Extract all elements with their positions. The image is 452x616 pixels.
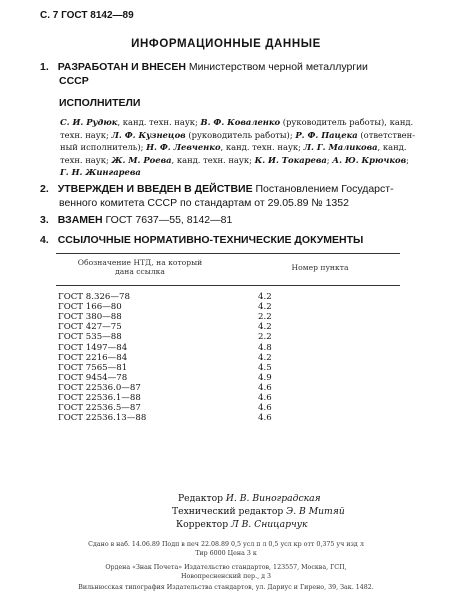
table-cell-ref: ГОСТ 22536.5—87 <box>58 403 141 414</box>
table-top-rule <box>56 253 400 254</box>
section-2-line2: венного комитета СССР по стандартам от 29.05.89 № 1352 <box>59 197 349 209</box>
table-cell-ref: ГОСТ 1497—84 <box>58 342 128 353</box>
table-cell-item: 4.6 <box>258 393 272 403</box>
page-header: С. 7 ГОСТ 8142—89 <box>40 10 134 21</box>
table-header-ref <box>60 258 220 276</box>
section-4-lead: ССЫЛОЧНЫЕ НОРМАТИВНО-ТЕХНИЧЕСКИЕ ДОКУМЕНТЫ <box>57 234 364 246</box>
credit-editor-name: И. В. Виноградская <box>225 493 321 504</box>
section-2-number: 2. <box>40 183 49 195</box>
table-cell-ref: ГОСТ 535—88 <box>58 332 122 343</box>
section-3-number: 3. <box>40 214 49 226</box>
performer-text: техн. наук; <box>60 129 112 140</box>
table-cell-ref: ГОСТ 380—88 <box>58 312 122 323</box>
performer-text: ; <box>406 154 409 165</box>
performer-name: Н. Ф. Левченко <box>146 142 221 153</box>
table-cell-item: 4.2 <box>258 352 272 363</box>
table-header-ref-line2: дана ссылка <box>115 267 165 276</box>
table-cell-ref: ГОСТ 7565—81 <box>58 362 128 373</box>
table-cell-item: 2.2 <box>258 332 272 343</box>
performer-name: К. И. Токарева <box>254 154 327 165</box>
credit-editor <box>178 492 321 505</box>
performer-text: ный исполнитель); <box>60 142 147 153</box>
section-3-lead: ВЗАМЕН <box>57 214 103 226</box>
performers-heading-text: ИСПОЛНИТЕЛИ <box>59 97 141 109</box>
section-1-number: 1. <box>40 61 49 73</box>
credit-corrector <box>176 518 307 531</box>
table-cell-item: 4.9 <box>258 372 272 383</box>
imprint-line-4: Новопресненский пер., д 3 <box>181 573 271 580</box>
performers-heading <box>59 96 444 110</box>
table-cell-item: 4.2 <box>258 322 272 333</box>
credit-tech-name: Э. В Митяй <box>286 506 345 517</box>
section-4 <box>40 233 425 247</box>
document-title: ИНФОРМАЦИОННЫЕ ДАННЫЕ <box>131 38 321 50</box>
section-1 <box>40 60 425 88</box>
performer-text: , канд. техн. наук; <box>220 142 304 153</box>
performer-text: , канд. техн. наук; <box>171 154 255 165</box>
performer-name: С. И. Рудюк <box>60 117 118 127</box>
table-cell-item: 4.6 <box>258 382 272 393</box>
performer-name: Р. Ф. Пацека <box>295 129 358 140</box>
table-header-item: Номер пункта <box>291 263 349 272</box>
table-cell-ref: ГОСТ 22536.0—87 <box>58 382 141 393</box>
table-cell-item: 4.6 <box>258 403 272 414</box>
performers-list <box>60 116 430 179</box>
performer-text: (руководитель работы); <box>185 129 296 140</box>
section-3 <box>40 213 425 227</box>
table-cell-ref: ГОСТ 2216—84 <box>58 352 128 363</box>
table-cell-item: 2.2 <box>258 312 272 323</box>
imprint-line-2: Тир 6000 Цена 3 к <box>195 550 257 557</box>
section-4-number: 4. <box>40 234 49 246</box>
section-2-text: Постановлением Государст- <box>252 183 394 195</box>
performer-text: , канд. <box>377 142 407 153</box>
performer-text: , канд. техн. наук; <box>117 117 201 127</box>
section-2-lead: УТВЕРЖДЕН И ВВЕДЕН В ДЕЙСТВИЕ <box>57 183 253 195</box>
table-header-ref-line1: Обозначение НТД, на который <box>77 258 203 267</box>
imprint-line-5: Вильнюсская типография Издательства стандартов, ул. Дариус и Гирено, 39, Зак. 1482. <box>78 584 374 591</box>
table-cell-item: 4.2 <box>258 292 272 302</box>
credit-tech-editor <box>172 505 345 518</box>
table-cell-ref: ГОСТ 22536.1—88 <box>58 393 141 403</box>
table-cell-ref: ГОСТ 9454—78 <box>58 372 128 383</box>
section-1-text: Министерством черной металлургии <box>185 61 368 73</box>
credit-corr-name: Л В. Сницарчук <box>231 519 308 530</box>
table-cell-item: 4.8 <box>258 342 272 353</box>
credit-corr-label: Корректор <box>176 519 231 530</box>
performer-text: техн. наук; <box>60 154 112 165</box>
credit-editor-label: Редактор <box>178 493 226 504</box>
performer-name: Л. Ф. Кузнецов <box>111 129 186 140</box>
table-cell-ref: ГОСТ 22536.13—88 <box>58 413 147 424</box>
section-1-lead: РАЗРАБОТАН И ВНЕСЕН <box>57 61 186 73</box>
section-1-line2: СССР <box>59 75 89 87</box>
section-3-text: ГОСТ 7637—55, 8142—81 <box>102 214 233 226</box>
performer-name: В. Ф. Коваленко <box>200 117 281 127</box>
performer-text: ; <box>326 154 333 165</box>
table-cell-item: 4.2 <box>258 302 272 313</box>
section-2 <box>40 182 425 210</box>
table-cell-ref: ГОСТ 8.326—78 <box>58 292 130 302</box>
performer-name: Ж. М. Роева <box>111 154 172 165</box>
table-header-rule <box>56 285 400 286</box>
imprint-line-3: Ордена «Знак Почета» Издательство стандартов, 123557, Москва, ГСП, <box>105 564 347 571</box>
performer-text: (руководитель работы), канд. <box>280 117 414 127</box>
table-cell-ref: ГОСТ 427—75 <box>58 322 122 333</box>
table-cell-ref: ГОСТ 166—80 <box>58 302 122 313</box>
performer-name: А. Ю. Крючков <box>332 154 407 165</box>
table-cell-item: 4.6 <box>258 413 272 424</box>
imprint-line-1: Сдано в наб. 14.06.89 Подп в печ 22.08.89 0,5 усл п л 0,5 усл кр отт 0,375 уч изд л <box>88 541 364 548</box>
table-cell-item: 4.5 <box>258 362 272 373</box>
performer-name: Г. Н. Жингарева <box>60 167 141 178</box>
performer-name: Л. Г. Маликова <box>303 142 378 153</box>
credit-tech-label: Технический редактор <box>172 506 287 517</box>
performer-text: (ответствен- <box>357 129 416 140</box>
